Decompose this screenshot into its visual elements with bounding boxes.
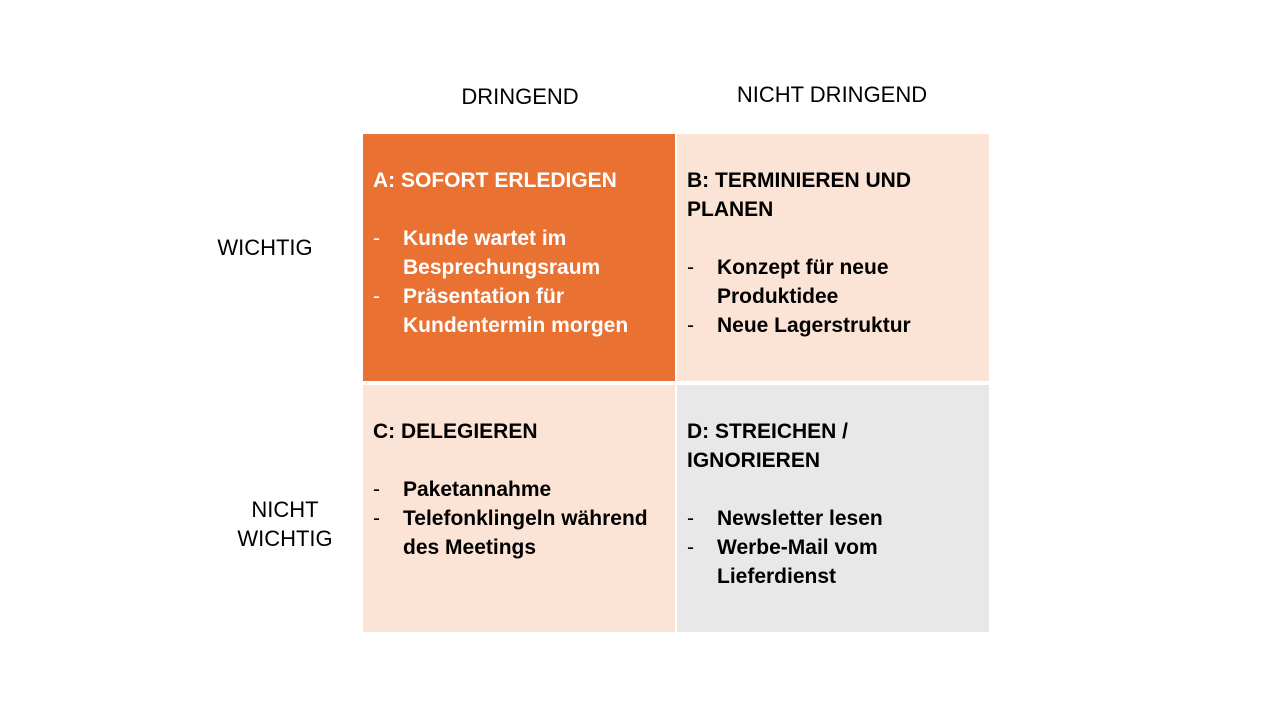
row-label-important: WICHTIG — [217, 235, 313, 260]
bullet-dash: - — [373, 507, 380, 530]
bullet-dash: - — [687, 536, 694, 559]
quadrant-d-list — [687, 504, 977, 591]
quadrant-a-title: A: SOFORT ERLEDIGEN — [373, 169, 617, 192]
bullet-dash: - — [373, 227, 380, 250]
list-item — [687, 533, 977, 591]
list-item — [687, 311, 977, 340]
bullet-dash: - — [687, 507, 694, 530]
list-item-text: Paketannahme — [403, 478, 552, 501]
bullet-dash: - — [687, 314, 694, 337]
quadrant-a-list — [373, 224, 663, 340]
list-item — [687, 504, 977, 533]
list-item-text: Werbe-Mail vom Lieferdienst — [717, 536, 878, 588]
list-item — [373, 475, 663, 504]
column-label-urgent: DRINGEND — [461, 84, 579, 109]
list-item-text: Telefonklingeln während des Meetings — [403, 507, 648, 559]
quadrant-b-list — [687, 253, 977, 340]
column-label-not-urgent: NICHT DRINGEND — [736, 82, 928, 107]
list-item — [373, 224, 663, 282]
quadrant-a — [363, 134, 675, 381]
bullet-dash: - — [373, 285, 380, 308]
quadrant-b-title: B: TERMINIEREN UND PLANEN — [687, 169, 911, 221]
priority-matrix — [363, 134, 989, 632]
list-item — [687, 253, 977, 311]
list-item — [373, 504, 663, 562]
list-item-text: Neue Lagerstruktur — [717, 314, 911, 337]
list-item-text: Konzept für neue Produktidee — [717, 256, 889, 308]
quadrant-c-title: C: DELEGIEREN — [373, 420, 538, 443]
list-item-text: Newsletter lesen — [717, 507, 883, 530]
bullet-dash: - — [373, 478, 380, 501]
list-item-text: Präsentation für Kundentermin morgen — [403, 285, 629, 337]
quadrant-d-title: D: STREICHEN / IGNORIEREN — [687, 420, 849, 472]
list-item-text: Kunde wartet im Besprechungsraum — [403, 227, 601, 279]
quadrant-c-list — [373, 475, 663, 562]
list-item — [373, 282, 663, 340]
row-label-not-important: NICHT WICHTIG — [237, 497, 333, 551]
quadrant-d — [677, 385, 989, 632]
quadrant-c — [363, 385, 675, 632]
bullet-dash: - — [687, 256, 694, 279]
quadrant-b — [677, 134, 989, 381]
